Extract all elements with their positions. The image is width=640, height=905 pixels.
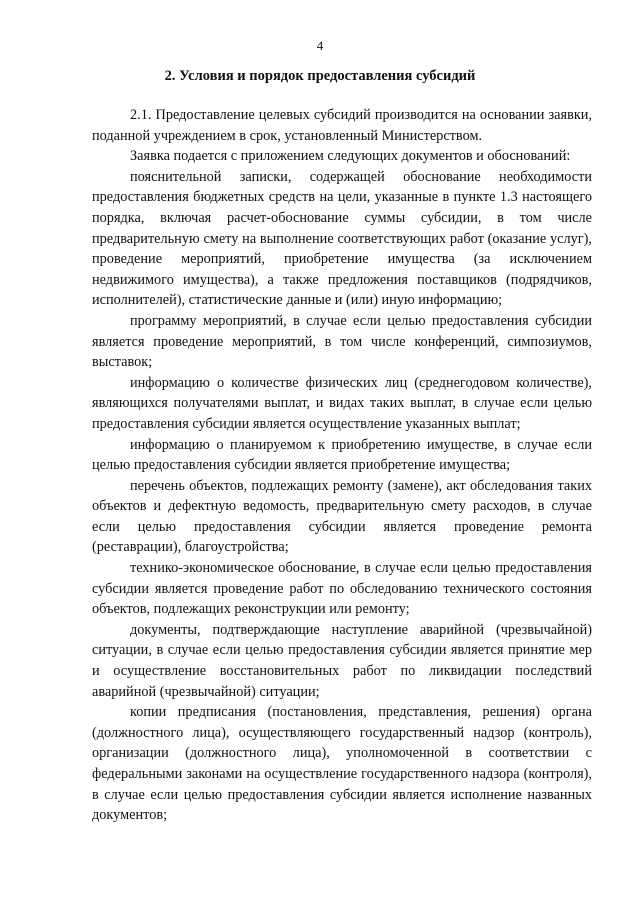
paragraph-explanatory-note: пояснительной записки, содержащей обоснование необходимости предоставления бюджетных средств на цели, указанные в пункте 1.3 настоящего порядка, включая расчет-обоснование суммы субсидии, в том числе предварительную смету на выполнение соответствующих работ (оказание услуг), проведение мероприятий, приобретение имущества (за исключением недвижимого имущества), а также предложения поставщиков (подрядчиков, исполнителей), статистические данные и (или) иную информацию; xyxy=(92,168,592,309)
paragraph-feasibility-study: технико-экономическое обоснование, в случае если целью предоставления субсидии является проведение работ по обследованию технического состояния объектов, подлежащих реконструкции или ремонту; xyxy=(92,560,592,618)
paragraph-2-1: 2.1. Предоставление целевых субсидий производится на основании заявки, поданной учреждением в срок, установленный Министерством. xyxy=(92,107,592,144)
paragraph-event-program: программу мероприятий, в случае если целью предоставления субсидии является проведение мероприятий, в том числе конференций, симпозиумов, выставок; xyxy=(92,312,592,371)
paragraph-repair-objects: перечень объектов, подлежащих ремонту (замене), акт обследования таких объектов и дефектную ведомость, предварительную смету расходов, в случае если целью предоставления субсидии является проведение ремонта (реставрации), благоустройства; xyxy=(92,477,592,556)
document-body xyxy=(92,105,592,826)
page-number: 4 xyxy=(316,38,324,53)
paragraph-regulatory-orders: копии предписания (постановления, представления, решения) органа (должностного лица), осуществляющего государственный надзор (контроль), организации (должностного лица), уполномоченной в соответствии с федеральными законами на осуществление государственного надзора (контроля), в случае если целью предоставления субсидии является исполнение названных документов; xyxy=(92,704,592,824)
paragraph-payments-info: информацию о количестве физических лиц (среднегодовом количестве), являющихся получателями выплат, и видах таких выплат, в случае если целью предоставления субсидии является осуществление указанных выплат; xyxy=(92,374,592,432)
paragraph-emergency-documents: документы, подтверждающие наступление аварийной (чрезвычайной) ситуации, в случае если целью предоставления субсидии является принятие мер и осуществление восстановительных работ по ликвидации последствий аварийной (чрезвычайной) ситуации; xyxy=(92,621,592,700)
paragraph-property-info: информацию о планируемом к приобретению имуществе, в случае если целью предоставления субсидии является приобретение имущества; xyxy=(92,436,592,474)
section-heading: 2. Условия и порядок предоставления субсидий xyxy=(164,68,476,84)
paragraph-application-documents: Заявка подается с приложением следующих документов и обоснований: xyxy=(130,148,571,165)
